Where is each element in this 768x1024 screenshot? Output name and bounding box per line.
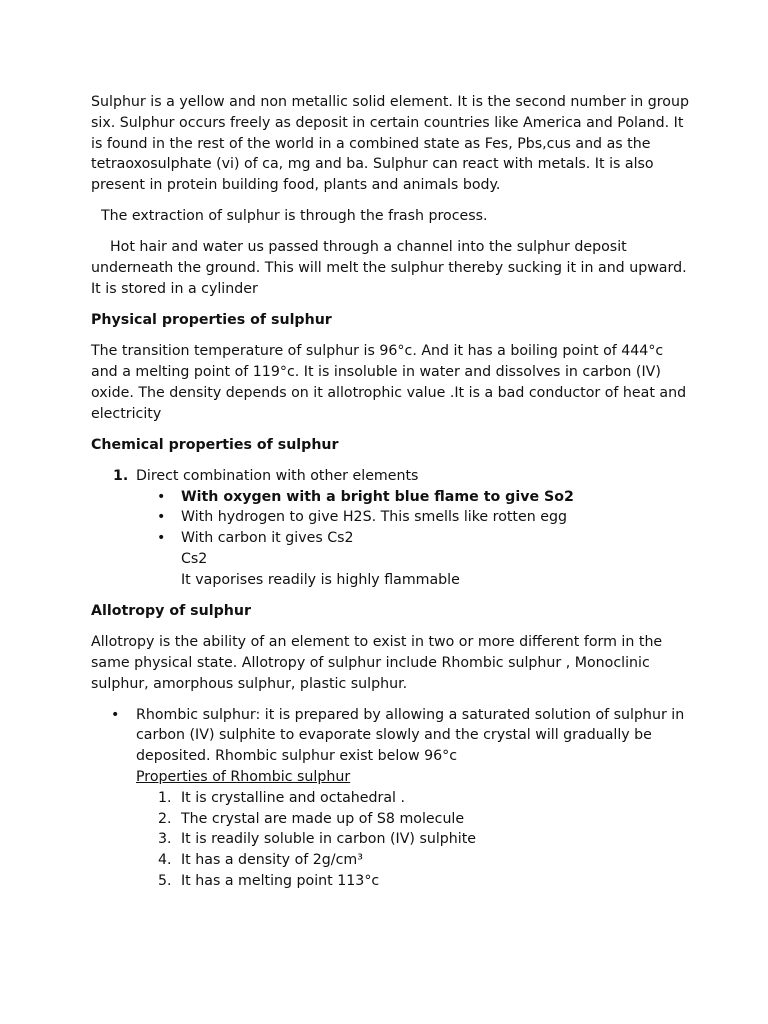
process-paragraph (91, 237, 691, 299)
list-item-text: It is crystalline and octahedral . (181, 789, 405, 806)
bullet-icon: • (111, 706, 120, 723)
rhombic-text: Rhombic sulphur: it is prepared by allowing a saturated solution of sulphur in carbon (IV) sulphite to evaporate slowly and the crystal will gradually be deposited. Rhombic sulphur exist below 96°c (136, 706, 685, 765)
bullet-icon: • (157, 530, 166, 547)
rhombic-props-heading-text: Properties of Rhombic sulphur (136, 768, 351, 785)
list-number: 1. (113, 467, 129, 484)
rhombic-props-heading (91, 767, 691, 788)
rhombic-bullet (91, 705, 691, 767)
bullet-icon: • (157, 488, 166, 505)
bullet-text: With oxygen with a bright blue flame to give So2 (181, 488, 574, 505)
list-number: 2. (158, 810, 172, 827)
list-number: 3. (158, 831, 172, 848)
rhombic-prop-item (91, 871, 691, 892)
list-item-text: Direct combination with other elements (136, 467, 419, 484)
extraction-paragraph: The extraction of sulphur is through the frash process. (101, 208, 488, 225)
rhombic-prop-item (91, 829, 691, 850)
bullet-icon: • (157, 509, 166, 526)
chemical-bullet (91, 528, 691, 549)
list-number: 1. (158, 789, 172, 806)
chemical-bullet (91, 507, 691, 528)
rhombic-prop-item (91, 809, 691, 830)
list-item-text: The crystal are made up of S8 molecule (181, 810, 465, 827)
chemical-bullet (91, 487, 691, 508)
intro-paragraph: Sulphur is a yellow and non metallic solid element. It is the second number in group six. Sulphur occurs freely as deposit in certain countries like America and Poland. It is found in the rest of the world in a combined state as Fes, Pbs,cus and as the tetraoxosulphate (vi) of ca, mg and ba. Sulphur can react with metals. It is also present in protein building food, plants and animals body. (91, 94, 689, 194)
chemical-list-item (91, 466, 691, 487)
process-text: Hot hair and water us passed through a channel into the sulphur deposit underneath the ground. This will melt the sulphur thereby sucking it in and upward. It is stored in a cylinder (91, 239, 687, 297)
cs2-line: Cs2 (181, 550, 208, 567)
allotropy-heading: Allotropy of sulphur (91, 602, 251, 619)
list-item-text: It has a density of 2g/cm³ (181, 852, 363, 869)
physical-heading: Physical properties of sulphur (91, 312, 332, 329)
physical-paragraph: The transition temperature of sulphur is 96°c. And it has a boiling point of 444°c and a melting point of 119°c. It is insoluble in water and dissolves in carbon (IV) oxide. The density depends on it allotrophic value .It is a bad conductor of heat and electricity (91, 343, 687, 422)
document-page (91, 92, 691, 892)
list-item-text: It is readily soluble in carbon (IV) sulphite (181, 831, 477, 848)
allotropy-paragraph: Allotropy is the ability of an element to exist in two or more different form in the same physical state. Allotropy of sulphur include Rhombic sulphur , Monoclinic sulphur, amorphous sulphur, plastic sulphur. (91, 633, 663, 692)
bullet-text: With carbon it gives Cs2 (181, 530, 354, 547)
vaporise-line: It vaporises readily is highly flammable (181, 571, 460, 588)
rhombic-prop-item (91, 850, 691, 871)
rhombic-prop-item (91, 788, 691, 809)
bullet-text: With hydrogen to give H2S. This smells like rotten egg (181, 509, 567, 526)
chemical-heading: Chemical properties of sulphur (91, 436, 339, 453)
list-number: 5. (158, 872, 172, 889)
list-number: 4. (158, 852, 172, 869)
list-item-text: It has a melting point 113°c (181, 872, 380, 889)
